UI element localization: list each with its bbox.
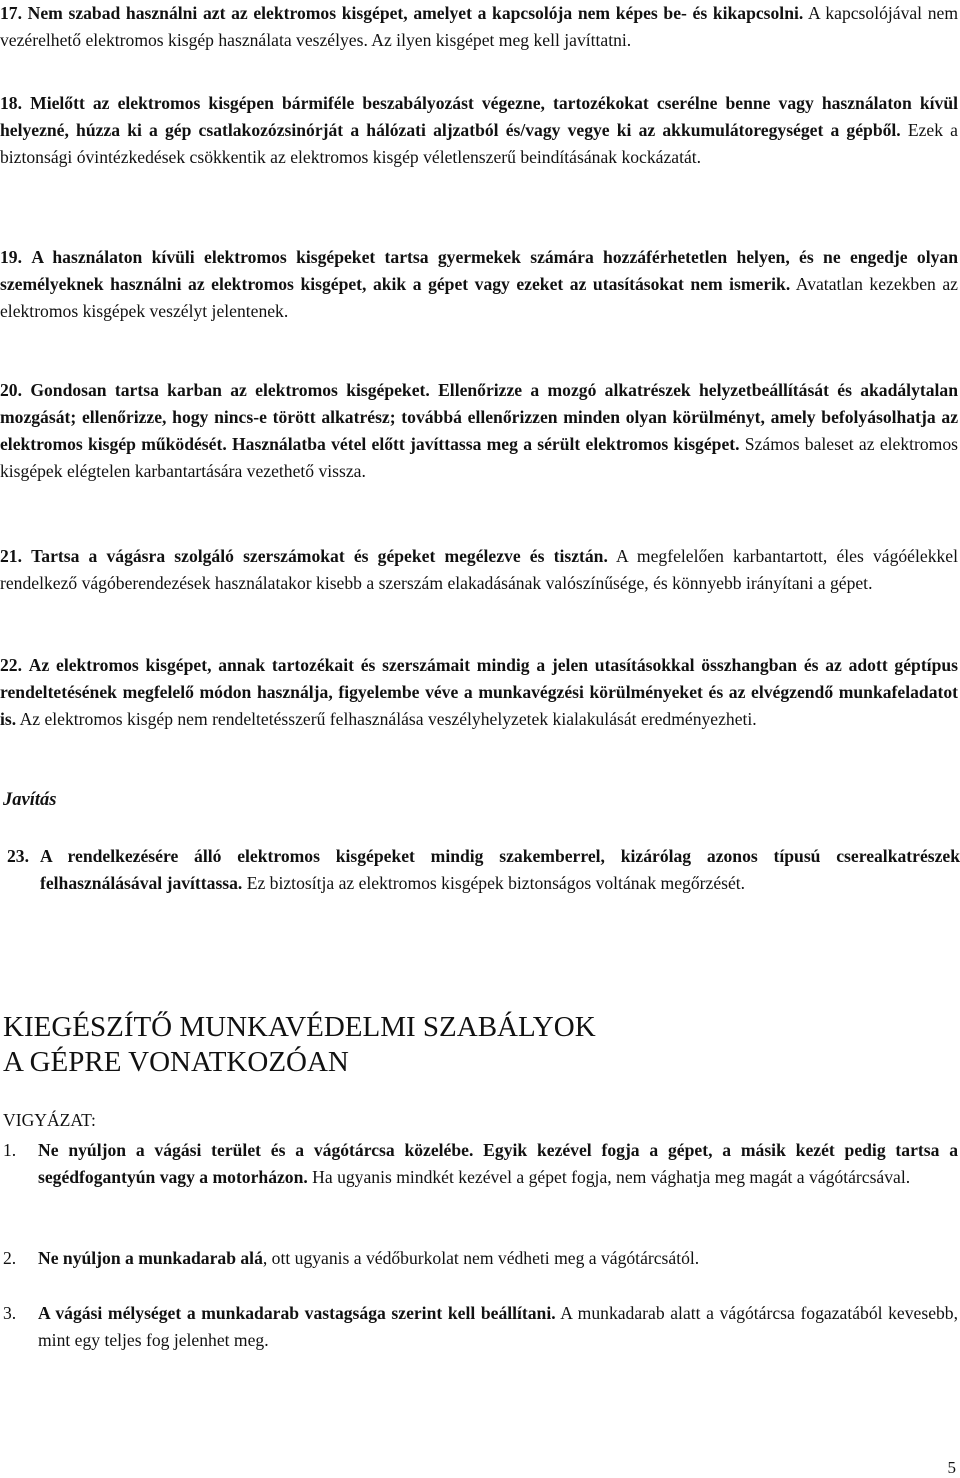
list-item-18: [0, 90, 958, 171]
list-item-19: [0, 244, 958, 325]
item-number: 21.: [0, 546, 22, 566]
item-normal-text: A kapcsolójával nem vezérelhető elektromos kisgép használata veszélyes. Az ilyen kisgépet meg kell javíttatni.: [0, 3, 959, 50]
list-item-17: [0, 0, 958, 54]
item-normal-text: Számos baleset az elektromos kisgépek elégtelen karbantartására vezethető vissza.: [0, 434, 958, 481]
rule-item-3: [0, 1300, 958, 1354]
rule-normal-text: , ott ugyanis a védőburkolat nem védheti meg a vágótárcsától.: [262, 1248, 700, 1268]
item-normal-text: Ezek a biztonsági óvintézkedések csökkentik az elektromos kisgép véletlenszerű beindításának kockázatát.: [0, 120, 958, 167]
item-bold-text: A rendelkezésére álló elektromos kisgépeket mindig szakemberrel, kizárólag azonos típusú cserealkatrészek felhasználásával javíttassa.: [40, 846, 960, 893]
rule-bold-text: Ne nyúljon a munkadarab alá: [38, 1248, 263, 1268]
title-line-1: KIEGÉSZÍTŐ MUNKAVÉDELMI SZABÁLYOK: [3, 1011, 596, 1043]
item-bold-text: Gondosan tartsa karban az elektromos kisgépeket. Ellenőrizze a mozgó alkatrészek helyzetbeállítását és akadálytalan mozgását; ellenőrizze, hogy nincs-e törött alkatrész; továbbá ellenőrizzen minden olyan körülményt, amely befolyásolhatja az elektromos kisgép működését. Használatba vétel előtt javíttassa meg a sérült elektromos kisgépet.: [0, 380, 958, 454]
list-item-22: [0, 652, 958, 733]
item-number: 23.: [7, 846, 29, 866]
rule-number: 1.: [3, 1140, 17, 1160]
warning-label: VIGYÁZAT:: [3, 1110, 96, 1130]
rule-normal-text: Ha ugyanis mindkét kezével a gépet fogja, nem vághatja meg magát a vágótárcsával.: [307, 1167, 911, 1187]
item-normal-text: Avatatlan kezekben az elektromos kisgépek veszélyt jelentenek.: [0, 274, 958, 321]
rule-bold-text: A vágási mélységet a munkadarab vastagsága szerint kell beállítani.: [38, 1303, 556, 1323]
item-number: 18.: [0, 93, 22, 113]
list-item-23: [0, 843, 958, 897]
item-bold-text: Nem szabad használni azt az elektromos kisgépet, amelyet a kapcsolója nem képes be- és kikapcsolni.: [27, 3, 804, 23]
item-number: 17.: [0, 3, 22, 23]
item-bold-text: Tartsa a vágásra szolgáló szerszámokat és gépeket megélezve és tisztán.: [31, 546, 608, 566]
item-normal-text: Az elektromos kisgép nem rendeltetésszerű felhasználása veszélyhelyzetek kialakulását eredményezheti.: [16, 709, 757, 729]
item-normal-text: A megfelelően karbantartott, éles vágóélekkel rendelkező vágóberendezések használatakor kisebb a szerszám elakadásának valószínűsége, és könnyebb irányítani a gépet.: [0, 546, 958, 593]
title-line-2: A GÉPRE VONATKOZÓAN: [3, 1046, 349, 1078]
rule-number: 2.: [3, 1248, 17, 1268]
item-number: 19.: [0, 247, 22, 267]
rule-item-2: [0, 1245, 958, 1272]
rule-item-1: [0, 1137, 958, 1191]
item-bold-text: Mielőtt az elektromos kisgépen bármiféle beszabályozást végezne, tartozékokat cserélne benne vagy használaton kívül helyezné, húzza ki a gép csatlakozózsinórját a hálózati aljzatból és/vagy vegye ki az akkumulátoregységet a gépből.: [0, 93, 958, 140]
item-bold-text: A használaton kívüli elektromos kisgépeket tartsa gyermekek számára hozzáférhetetlen helyen, és ne engedje olyan személyeknek használni az elektromos kisgépet, akik a gépet vagy ezeket az utasításokat nem ismerik.: [0, 247, 958, 294]
item-bold-text: Az elektromos kisgépet, annak tartozékait és szerszámait mindig a jelen utasításokkal összhangban és az adott géptípus rendeltetésének megfelelő módon használja, figyelembe véve a munkavégzési körülményeket és az elvégzendő munkafeladatot is.: [0, 655, 958, 729]
item-normal-text: Ez biztosítja az elektromos kisgépek biztonságos voltának megőrzését.: [242, 873, 746, 893]
list-item-21: [0, 543, 958, 597]
list-item-20: [0, 377, 958, 485]
item-number: 22.: [0, 655, 22, 675]
item-number: 20.: [0, 380, 22, 400]
rule-number: 3.: [3, 1303, 17, 1323]
section-heading-repair: Javítás: [3, 790, 57, 810]
page-number: 5: [947, 1458, 956, 1477]
rule-bold-text: Ne nyúljon a vágási terület és a vágótárcsa közelébe. Egyik kezével fogja a gépet, a másik kezét pedig tartsa a segédfogantyún vagy a motorházon.: [38, 1140, 958, 1187]
page-title: [3, 1010, 596, 1080]
rule-normal-text: A munkadarab alatt a vágótárcsa fogazatából kevesebb, mint egy teljes fog jelenhet meg.: [38, 1303, 958, 1350]
